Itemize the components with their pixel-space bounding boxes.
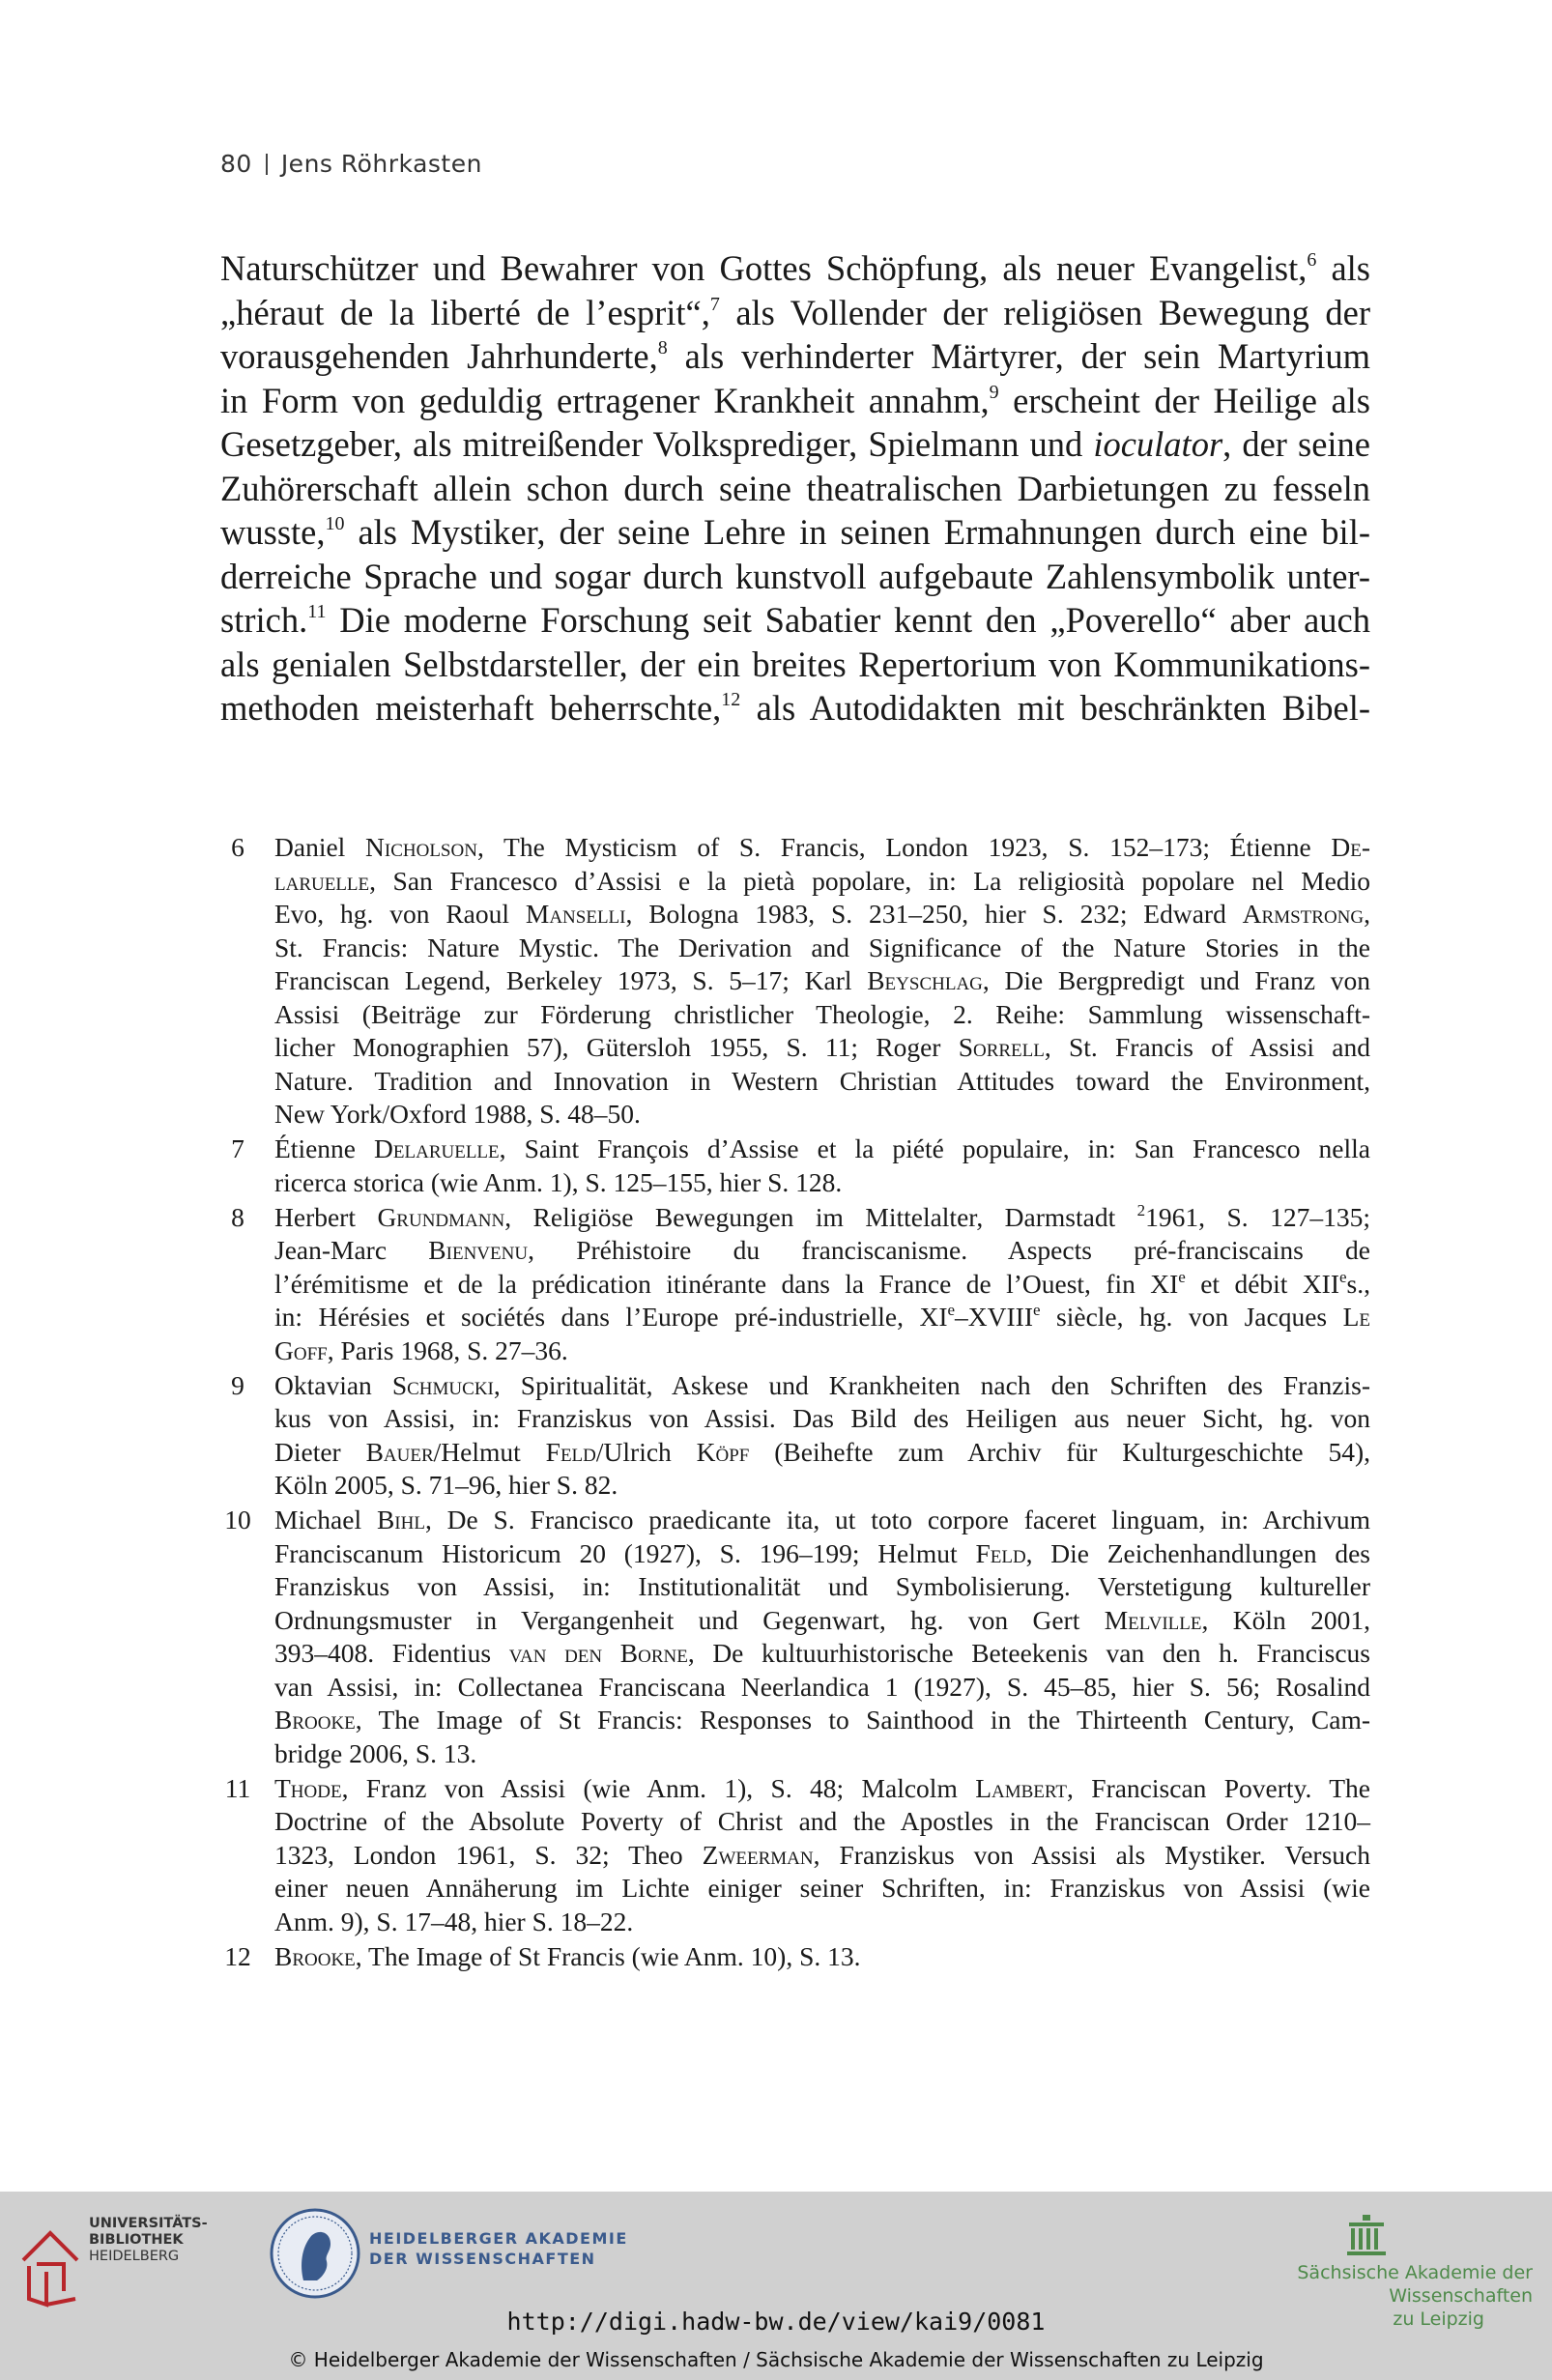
footnote-line: Nature. Tradition and Innovation in Western Christian Attitudes toward the Environment, xyxy=(274,1065,1370,1096)
fn-run: , Saint François d’Assise et la piété populaire, in: San Francesco nella xyxy=(499,1133,1370,1163)
body-text-run: vorausgehenden Jahrhunderte, xyxy=(220,336,658,376)
footnote-line: bridge 2006, S. 13. xyxy=(274,1737,477,1768)
hadw-line: DER WISSENSCHAFTEN xyxy=(369,2250,596,2268)
footnote-ref-9[interactable]: 9 xyxy=(989,381,999,403)
fn-run: , Die Bergpredigt und Franz von xyxy=(982,965,1370,995)
footnote-line xyxy=(274,1201,1370,1235)
footnote-line: kus von Assisi, in: Franziskus von Assisi. Das Bild des Heiligen aus neuer Sicht, hg. von xyxy=(274,1403,1370,1433)
fn-run: , The Image of St Francis (wie Anm. 10), S. 13. xyxy=(355,1940,861,1971)
footnote-line xyxy=(274,1704,1370,1737)
fn-run: Herbert xyxy=(274,1201,378,1232)
footnote-ref-7[interactable]: 7 xyxy=(709,293,720,315)
fn-run: , Bologna 1983, S. 231–250, hier S. 232; Edward xyxy=(625,899,1243,929)
footnote-number: 12 xyxy=(224,1940,251,1971)
fn-run: Franciscanum Historicum 20 (1927), S. 196–199; Helmut xyxy=(274,1537,976,1568)
fn-run: et débit XII xyxy=(1185,1268,1339,1299)
footnote-line xyxy=(274,1133,1370,1166)
fn-author-name: Grundmann xyxy=(377,1201,505,1232)
body-text-run: Naturschützer und Bewahrer von Gottes Schöpfung, als neuer Evangelist, xyxy=(220,248,1308,288)
fn-author-name: Armstrong xyxy=(1242,899,1365,929)
body-line xyxy=(220,510,1370,555)
footnote-line: van Assisi, in: Collectanea Franciscana Neerlandica 1 (1927), S. 45–85, hier S. 56; Rosalind xyxy=(274,1671,1370,1702)
footnote-9 xyxy=(220,1369,1370,1503)
footnote-line xyxy=(274,1604,1370,1638)
fn-run: , Köln 2001, xyxy=(1201,1604,1370,1635)
body-text-run: Die moderne Forschung seit Sabatier kennt den „Poverello“ aber auch xyxy=(326,600,1370,640)
fn-run: , The Mysticism of S. Francis, London 1923, S. 152–173; Étienne xyxy=(476,832,1332,862)
footnote-7 xyxy=(220,1133,1370,1199)
footnote-line xyxy=(274,1940,1370,1974)
footnote-ref-11[interactable]: 11 xyxy=(307,601,327,622)
body-text-run: als Autodidakten mit beschränkten Bibel- xyxy=(740,688,1370,728)
fn-author-name: Thode xyxy=(274,1772,342,1803)
fn-author-name: Lambert xyxy=(975,1772,1068,1803)
fn-run: , Paris 1968, S. 27–36. xyxy=(327,1334,568,1365)
fn-run: 393–408. Fidentius xyxy=(274,1638,509,1668)
fn-run: 1323, London 1961, S. 32; Theo xyxy=(274,1839,703,1870)
saw-line: zu Leipzig xyxy=(1393,2308,1484,2330)
footnote-line xyxy=(274,865,1370,899)
fn-author-name: Delaruelle xyxy=(374,1133,500,1163)
fn-run: , St. Francis of Assisi and xyxy=(1044,1032,1370,1062)
fn-author-name: Brooke xyxy=(274,1940,356,1971)
footnote-line: Anm. 9), S. 17–48, hier S. 18–22. xyxy=(274,1906,634,1936)
footnote-line: einer neuen Annäherung im Lichte einiger seiner Schriften, in: Franziskus von Assisi (wie xyxy=(274,1873,1370,1903)
footnote-11 xyxy=(220,1772,1370,1939)
body-text-run: in Form von geduldig ertragener Krankheit annahm, xyxy=(220,380,990,420)
footnote-text xyxy=(274,1201,1370,1368)
building-shape xyxy=(1347,2215,1386,2255)
footnote-line xyxy=(274,1772,1370,1806)
body-line xyxy=(220,686,1370,731)
body-line xyxy=(220,422,1370,467)
footnote-number: 7 xyxy=(231,1133,244,1163)
fn-run: , Religiöse Bewegungen im Mittelalter, Darmstadt xyxy=(504,1201,1137,1232)
footnote-line xyxy=(274,898,1370,932)
fn-superscript: e xyxy=(1033,1301,1041,1319)
body-line: als genialen Selbstdarsteller, der ein breites Repertorium von Kommunikations- xyxy=(220,644,1370,684)
footnote-line xyxy=(274,1369,1370,1403)
fn-author-name: laruelle xyxy=(274,865,370,896)
body-text-run: wusste, xyxy=(220,512,326,552)
footnote-text xyxy=(274,1940,1370,1974)
body-line xyxy=(220,598,1370,643)
fn-author-name: Schmucki xyxy=(391,1369,494,1400)
body-text-run: „héraut de la liberté de l’esprit“, xyxy=(220,292,710,332)
footnote-line xyxy=(274,1334,1370,1368)
body-text-run: als Vollender der religiösen Bewegung der xyxy=(719,292,1370,332)
footnote-line xyxy=(274,1234,1370,1268)
fn-author-name: Bihl xyxy=(376,1505,425,1534)
footnote-line xyxy=(274,964,1370,998)
fn-run: 1961, S. 127–135; xyxy=(1145,1201,1371,1232)
footnote-text xyxy=(274,1504,1370,1770)
footnote-ref-10[interactable]: 10 xyxy=(325,513,345,534)
fn-run: , Franciscan Poverty. The xyxy=(1067,1772,1370,1803)
footnote-line: ricerca storica (wie Anm. 1), S. 125–155, hier S. 128. xyxy=(274,1166,843,1197)
body-line xyxy=(220,246,1370,291)
fn-run: /Helmut xyxy=(433,1436,546,1467)
footnote-line xyxy=(274,1637,1370,1671)
fn-run: , De kultuurhistorische Beteekenis van den h. Franciscus xyxy=(687,1638,1371,1668)
footnote-line: Assisi (Beiträge zur Förderung christlicher Theologie, 2. Reihe: Sammlung wissenschaft- xyxy=(274,998,1370,1029)
fn-run: , Die Zeichenhandlungen des xyxy=(1025,1537,1370,1568)
fn-superscript: 2 xyxy=(1136,1200,1146,1219)
fn-run: Ordnungsmuster in Vergangenheit und Gegenwart, hg. von Gert xyxy=(274,1604,1105,1635)
footnote-ref-12[interactable]: 12 xyxy=(721,689,741,710)
fn-run: , Préhistoire du franciscanisme. Aspects pré-franciscains de xyxy=(528,1235,1370,1265)
fn-run: , San Francesco d’Assisi e la pietà popolare, in: La religiosità popolare nel Medio xyxy=(369,865,1370,896)
fn-run: , Franz von Assisi (wie Anm. 1), S. 48; Malcolm xyxy=(341,1772,976,1803)
hadw-line: HEIDELBERGER AKADEMIE xyxy=(369,2229,628,2248)
fn-author-name: Bauer xyxy=(365,1436,434,1467)
footnote-text xyxy=(274,1133,1370,1199)
fn-run: Franciscan Legend, Berkeley 1973, S. 5–17; Karl xyxy=(274,965,868,995)
body-line: derreiche Sprache und sogar durch kunstvoll aufgebaute Zahlensymbolik unter- xyxy=(220,556,1370,596)
fn-author-name: Manselli xyxy=(525,899,626,929)
footnote-12 xyxy=(220,1940,1370,1974)
footnote-6 xyxy=(220,831,1370,1132)
fn-run: Michael xyxy=(274,1505,377,1534)
footnote-line: Doctrine of the Absolute Poverty of Christ and the Apostles in the Franciscan Order 1210– xyxy=(274,1806,1370,1836)
ub-line: BIBLIOTHEK xyxy=(89,2232,184,2248)
fn-run: Daniel xyxy=(274,832,366,862)
fn-superscript: e xyxy=(947,1301,956,1319)
footnote-line: New York/Oxford 1988, S. 48–50. xyxy=(274,1099,641,1129)
footnote-line xyxy=(274,1031,1370,1065)
fn-author-name: Bienvenu xyxy=(428,1235,529,1265)
footnote-line xyxy=(274,1537,1370,1571)
fn-author-name: Köpf xyxy=(696,1436,750,1467)
fn-run: Étienne xyxy=(274,1133,375,1163)
fn-run: Evo, hg. von Raoul xyxy=(274,899,526,929)
fn-run: s., xyxy=(1346,1268,1370,1299)
footnote-line: St. Francis: Nature Mystic. The Derivation and Significance of the Nature Stories in the xyxy=(274,932,1370,962)
page-number: 80 xyxy=(220,150,252,178)
body-line xyxy=(220,334,1370,379)
copyright-notice: © Heidelberger Akademie der Wissenschaften / Sächsische Akademie der Wissenschaften zu Leipzig xyxy=(288,2348,1264,2371)
body-paragraph xyxy=(220,246,1370,731)
running-header xyxy=(220,150,482,178)
fn-run: /Ulrich xyxy=(595,1436,697,1467)
fn-author-name: Le xyxy=(1342,1302,1370,1332)
header-separator xyxy=(266,154,268,175)
footnote-number: 11 xyxy=(224,1772,251,1803)
fn-run: (Beihefte zum Archiv für Kulturgeschichte 54), xyxy=(749,1436,1370,1467)
body-line xyxy=(220,379,1370,423)
footnote-line: Köln 2005, S. 71–96, hier S. 82. xyxy=(274,1470,618,1500)
fn-author-name: Sorrell xyxy=(958,1032,1045,1062)
fn-run: licher Monographien 57), Gütersloh 1955, S. 11; Roger xyxy=(274,1032,959,1062)
academy-seal-logo[interactable] xyxy=(267,2205,363,2302)
body-text-run: Gesetzgeber, als mitreißender Volksprediger, Spielmann und xyxy=(220,424,1094,464)
fn-author-name: Feld xyxy=(975,1537,1026,1568)
footnote-text xyxy=(274,1369,1370,1503)
fn-run: , Spiritualität, Askese und Krankheiten nach den Schriften des Franzis- xyxy=(493,1369,1370,1400)
fn-author-name: Goff xyxy=(274,1334,328,1365)
fn-author-name: van den Borne xyxy=(508,1638,688,1668)
fn-run: –XVIII xyxy=(955,1302,1033,1332)
footnote-line: Franziskus von Assisi, in: Institutionalität und Symbolisierung. Verstetigung kultureller xyxy=(274,1571,1370,1601)
footnote-text xyxy=(274,831,1370,1132)
footnote-line xyxy=(274,1839,1370,1873)
fn-run: siècle, hg. von Jacques xyxy=(1040,1302,1343,1332)
heidelberg-academy-name xyxy=(369,2228,628,2269)
fn-author-name: Brooke xyxy=(274,1705,356,1735)
header-author: Jens Röhrkasten xyxy=(280,150,482,178)
footnote-line xyxy=(274,1268,1370,1302)
footnote-10 xyxy=(220,1504,1370,1770)
fn-superscript: e xyxy=(1339,1267,1347,1286)
body-text-run: als Mystiker, der seine Lehre in seinen Ermahnungen durch eine bil- xyxy=(344,512,1370,552)
footnote-line xyxy=(274,831,1370,865)
fn-author-name: Nicholson xyxy=(365,832,477,862)
footnotes-section xyxy=(220,831,1370,1975)
footnote-number: 6 xyxy=(231,832,244,862)
ub-line: HEIDELBERG xyxy=(89,2249,180,2264)
fn-superscript: e xyxy=(1178,1267,1186,1286)
footnote-number: 10 xyxy=(224,1505,251,1534)
fn-author-name: Zweerman xyxy=(702,1839,814,1870)
saw-line: Sächsische Akademie der Wissenschaften xyxy=(1297,2262,1533,2307)
body-line xyxy=(220,291,1370,335)
fn-author-name: De- xyxy=(1331,832,1370,862)
footnote-number: 9 xyxy=(231,1369,244,1400)
fn-run: Jean-Marc xyxy=(274,1235,429,1265)
body-line: Zuhörerschaft allein schon durch seine theatralischen Darbietungen zu fesseln xyxy=(220,468,1370,508)
footnote-ref-6[interactable]: 6 xyxy=(1307,249,1317,271)
body-italic-term: ioculator xyxy=(1093,424,1223,464)
footnote-line xyxy=(274,1504,1370,1537)
footnote-number: 8 xyxy=(231,1201,244,1232)
footnote-ref-8[interactable]: 8 xyxy=(657,337,668,358)
fn-run: , Franziskus von Assisi als Mystiker. Versuch xyxy=(813,1839,1370,1870)
fn-run: in: Hérésies et sociétés dans l’Europe pré-industrielle, XI xyxy=(274,1302,948,1332)
fn-author-name: Feld xyxy=(545,1436,596,1467)
body-text-run: , der seine xyxy=(1222,424,1370,464)
footnote-text xyxy=(274,1772,1370,1939)
fn-run: , The Image of St Francis: Responses to Sainthood in the Thirteenth Century, Cam- xyxy=(355,1705,1370,1735)
fn-run: Dieter xyxy=(274,1436,366,1467)
footnote-8 xyxy=(220,1201,1370,1368)
fn-author-name: Melville xyxy=(1104,1604,1202,1635)
body-text-run: erscheint der Heilige als xyxy=(998,380,1370,420)
fn-run: , xyxy=(1364,899,1370,929)
fn-author-name: Beyschlag xyxy=(867,965,983,995)
body-text-run: strich. xyxy=(220,600,308,640)
fn-run: Oktavian xyxy=(274,1369,392,1400)
footnote-line xyxy=(274,1436,1370,1470)
permalink-url[interactable]: http://digi.hadw-bw.de/view/kai9/0081 xyxy=(506,2308,1046,2336)
saxon-academy-building-icon[interactable] xyxy=(1345,2213,1388,2257)
fn-run: , De S. Francisco praedicante ita, ut toto corpore faceret linguam, in: Archivum xyxy=(424,1505,1370,1534)
body-text-run: methoden meisterhaft beherrschte, xyxy=(220,688,722,728)
ub-line: UNIVERSITÄTS- xyxy=(89,2216,208,2231)
body-text-run: als xyxy=(1316,248,1371,288)
footnote-line xyxy=(274,1301,1370,1334)
body-text-run: als verhinderter Märtyrer, der sein Martyrium xyxy=(667,336,1371,376)
fn-run: l’érémitisme et de la prédication itinérante dans la France de l’Ouest, fin XI xyxy=(274,1268,1179,1299)
university-library-name xyxy=(89,2216,208,2265)
ub-logo-mark xyxy=(23,2233,77,2305)
